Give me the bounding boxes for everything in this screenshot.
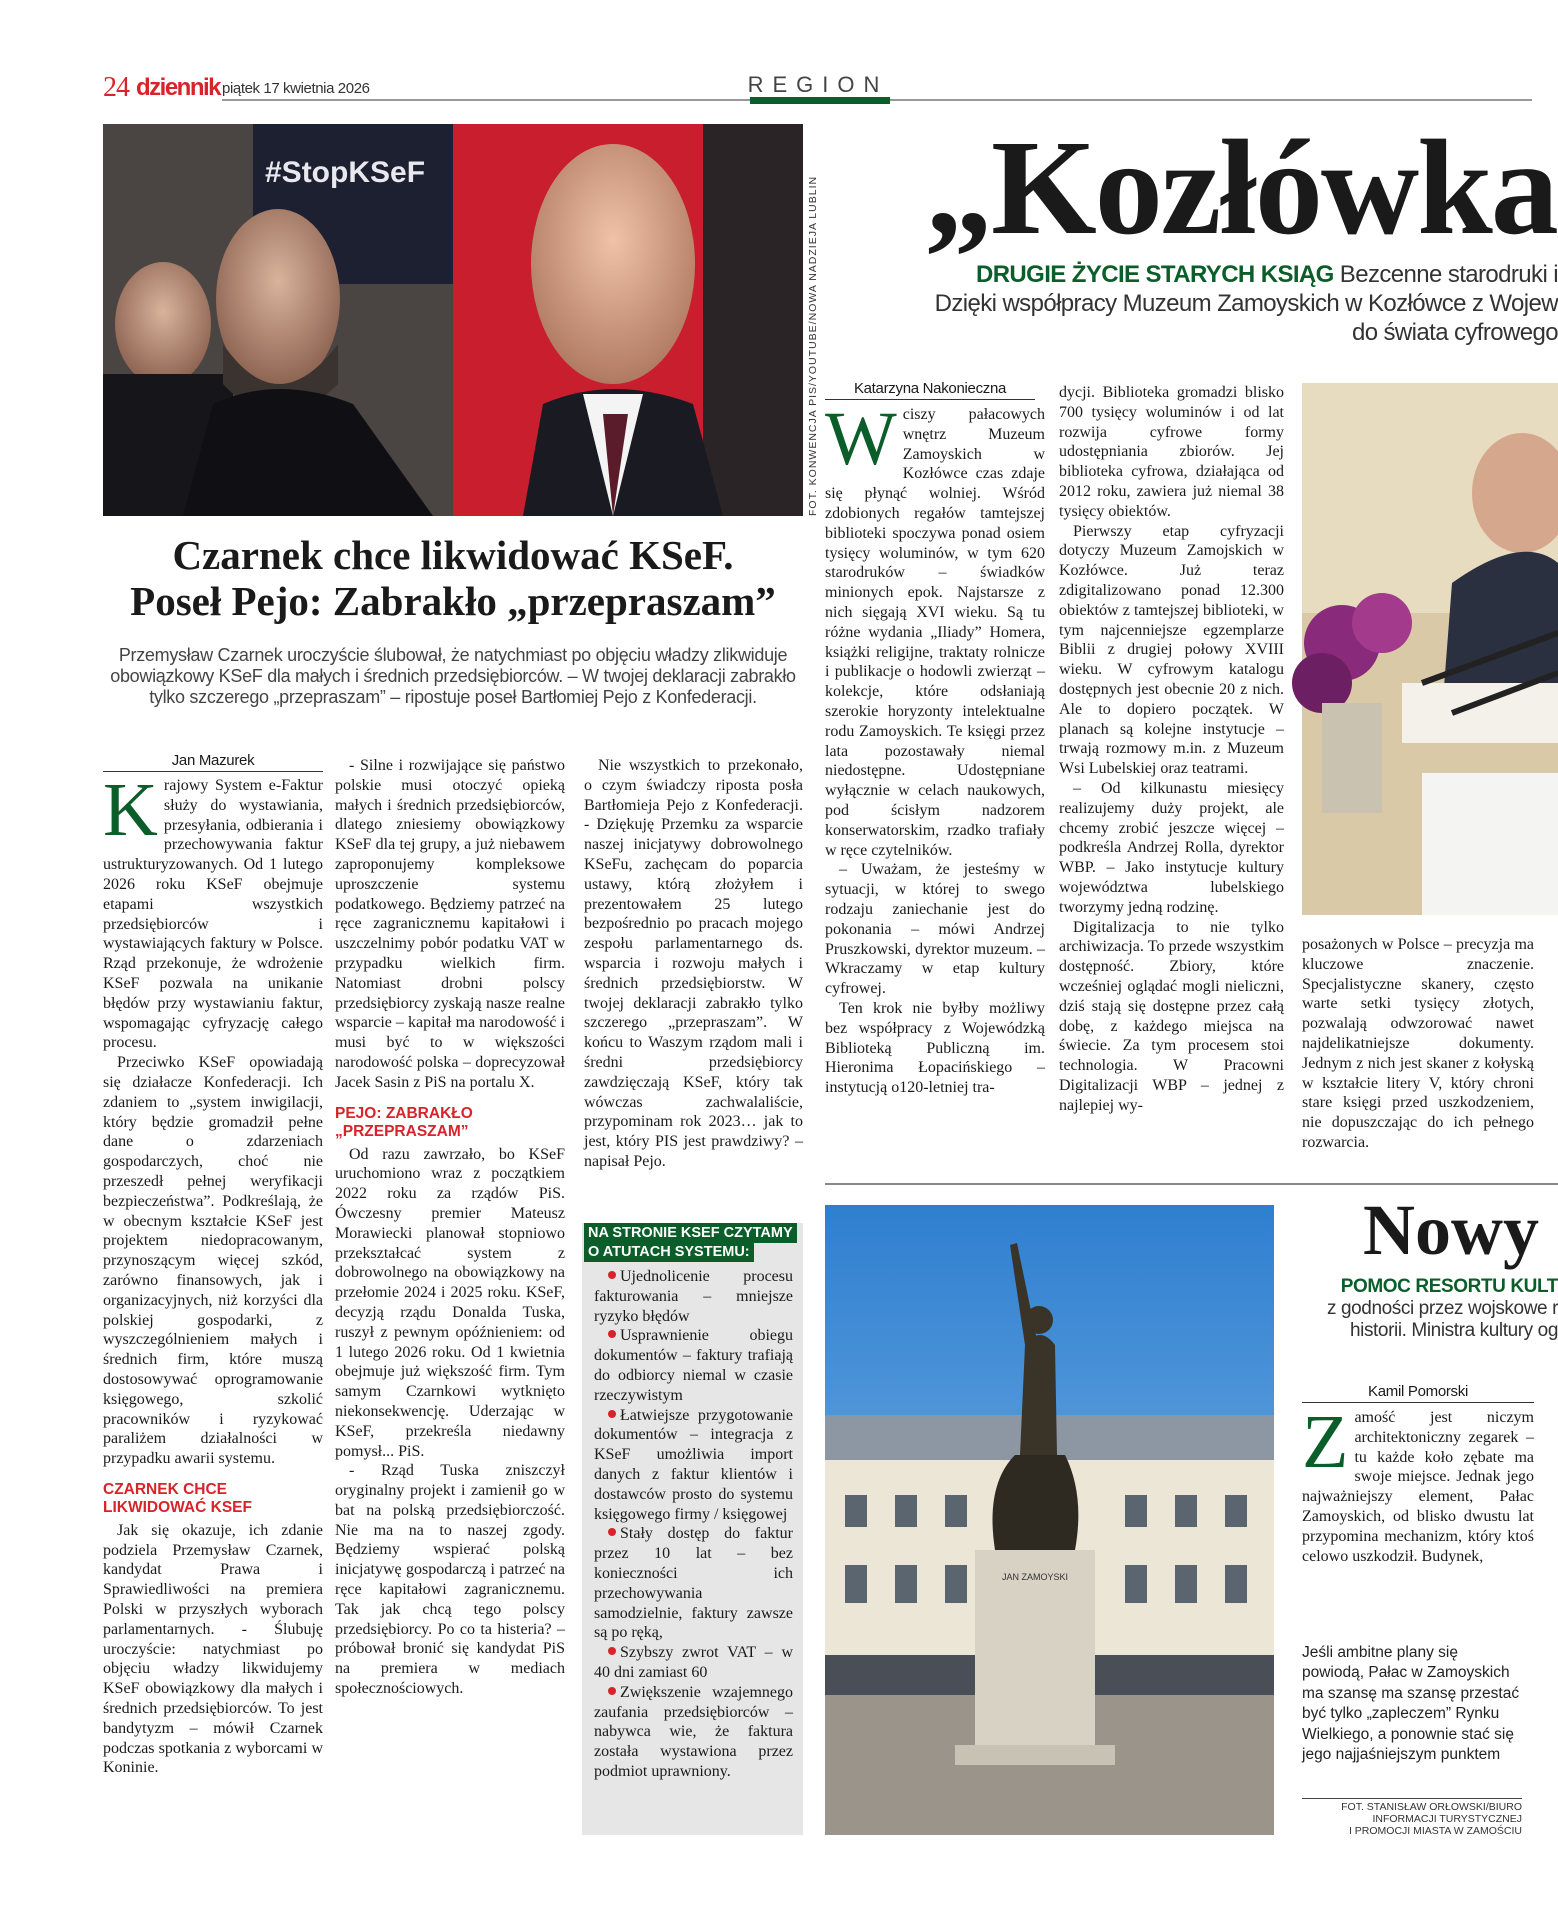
- paragraph: Krajowy System e-Faktur służy do wystawiania, przesyłania, odbierania i przechowywania faktur ustrukturyzowanych. Od 1 lutego 2026 roku KSeF obejmuje etapami wszystkich przedsiębiorców i wystawiających faktury w Polsce. Rząd przekonuje, że wdrożenie KSeF pozwala na unikanie błędów przy wystawianiu faktur, wspomagając cyfryzację całego procesu.: [103, 768, 323, 1052]
- subheading: PEJO: ZABRAKŁO „PRZEPRASZAM”: [335, 1104, 473, 1140]
- photo-credit-line: FOT. STANISŁAW ORŁOWSKI/BIURO: [1341, 1801, 1522, 1813]
- list-item: [594, 1267, 793, 1326]
- paragraph: Zamość jest niczym architektoniczny zegarek – tu każde koło zębate ma swoje miejsce. Jednak jego najważniejszy element, Pałac Zamoyskich, od blisko dwustu lat przypomina mechanizm, który ktoś celowo uszkodził. Budynek,: [1302, 1400, 1534, 1565]
- list-item: [594, 1683, 793, 1782]
- list-item: [594, 1643, 793, 1683]
- paragraph: Nie wszystkich to przekonało, o czym świadczy riposta posła Bartłomieja Pejo z Konfederacji. - Dziękuję Przemku za wsparcie naszej inicjatywy dobrowolnego KSeFu, zachęcam do poparcia ustawy, którą złożyłem i prezentowałem 25 lutego bezpośrednio po pracach mojego zespołu parlamentarnego ds. wsparcia i rozwoju małych i średnich przedsiębiorstw. W twojej deklaracji zabrakło tylko szczerego „przepraszam”. W końcu to Waszym rządom mali i średni przedsiębiorcy zawdzięczają KSeF, który tak wówczas zachwalaliście, przypominam rok 2023… jak to jest, który PIS jest prawdziwy? – napisał Pejo.: [584, 757, 803, 1170]
- section-accent-bar: [750, 97, 890, 104]
- byline-katarzyna-nakonieczna: Katarzyna Nakonieczna: [825, 380, 1035, 400]
- list-item: [594, 1406, 793, 1525]
- byline-jan-mazurek: Jan Mazurek: [103, 752, 323, 772]
- deck-text: Dzięki współpracy Muzeum Zamoyskich w Kozłówce z Wojew: [934, 290, 1558, 317]
- bullet-icon: [608, 1410, 616, 1418]
- bullet-icon: [608, 1271, 616, 1279]
- bullet-icon: [608, 1647, 616, 1655]
- photo-zamosc-image: [825, 1205, 1274, 1835]
- headline-line: Poseł Pejo: Zabrakło „przepraszam”: [130, 578, 776, 624]
- box-title: NA STRONIE KSEF CZYTAMY O ATUTACH SYSTEMU:: [584, 1223, 797, 1262]
- list-item-text: Łatwiejsze przygotowanie dokumentów – integracja z KSeF umożliwia import danych z faktur klientów i dostawców prosto do systemu księgowego firmy / księgowej: [594, 1406, 793, 1523]
- paragraph: - Silne i rozwijające się państwo polskie musi otoczyć opieką małych i średnich przedsiębiorców, dlatego zniesiemy obowiązkowy KSeF dla tej grupy, a już niebawem zaproponujemy kompleksowe uproszczenie systemu podatkowego. Będziemy patrzeć na ręce zagranicznemu kapitałowi i uszczelnimy pobór podatku VAT w przypadku wielkich firm. Natomiast drobni polscy przedsiębiorcy zyskają nasze realne wsparcie – kapitał ma narodowość i musi być to w większości narodowość polska – doprecyzował Jacek Sasin z PiS na portalu X.: [335, 757, 565, 1091]
- photo-credit-line: I PROMOCJI MIASTA W ZAMOŚCIU: [1348, 1825, 1522, 1837]
- byline-kamil-pomorski: Kamil Pomorski: [1302, 1383, 1534, 1403]
- subheading: CZARNEK CHCE LIKWIDOWAĆ KSEF: [103, 1480, 252, 1516]
- headline-kozlowka: „Kozłówka: [925, 113, 1557, 263]
- paragraph: Ten krok nie byłby możliwy bez współpracy z Wojewódzką Biblioteką Publiczną im. Hieronima Łopacińskiego – instytucją o120-letniej tra-: [825, 999, 1045, 1097]
- column-5: [1059, 383, 1284, 1173]
- deck-kozlowka: [935, 260, 1558, 347]
- column-3: [584, 756, 803, 1216]
- bullet-icon: [608, 1687, 616, 1695]
- photo-zamosc-statue: [825, 1205, 1274, 1835]
- ksef-benefits-box: [582, 1223, 803, 1835]
- photo-library-image: [1302, 383, 1558, 915]
- issue-date: piątek 17 kwietnia 2026: [222, 80, 370, 97]
- benefits-list: [582, 1267, 803, 1782]
- photo-politicians-image: [103, 124, 803, 516]
- paragraph: – Od kilkunastu miesięcy realizujemy duży projekt, ale chcemy zrobić jeszcze więcej – podkreśla Andrzej Rolla, dyrektor WBP. – Jako instytucje kultury województwa lubelskiego tworzymy jedną rodzinę.: [1059, 779, 1284, 916]
- column-zamosc: [1302, 1400, 1534, 1608]
- lead-ksef: Przemysław Czarnek uroczyście ślubował, że natychmiast po objęciu władzy zlikwiduje obowiązkowy KSeF dla małych i średnich przedsiębiorców. – W twojej deklaracji zabrakło tylko szczerego „przepraszam” – ripostuje poseł Bartłomiej Pejo z Konfederacji.: [110, 645, 796, 707]
- headline-ksef: [103, 532, 803, 624]
- paragraph: Digitalizacja to nie tylko archiwizacja. To przede wszystkim dostępność. Zbiory, które wcześniej oglądać mogli nieliczni, dziś stają się dostępne przez całą dobę, z każdego miejsca na świecie. Za tym procesem stoi technologia. W Pracowni Digitalizacji WBP – jednej z najlepiej wy-: [1059, 918, 1284, 1114]
- deck-text: do świata cyfrowego: [1351, 319, 1558, 346]
- paragraph: Pierwszy etap cyfryzacji dotyczy Muzeum Zamojskich w Kozłówce. Już teraz zdigitalizowano ponad 12.300 obiektów z tamtejszej biblioteki, w tym najcenniejsze egzemplarze Biblii z drugiej połowy XVIII wieku. W cyfrowym katalogu dostępnych jest obecnie 20 z nich. Ale to dopiero początek. W planach są kolejne instytucje – trwają rozmowy m.in. z Muzeum Wsi Lubelskiej oraz teatrami.: [1059, 522, 1284, 778]
- paragraph: posażonych w Polsce – precyzja ma kluczowe znaczenie. Specjalistyczne skanery, często warte setki tysięcy złotych, pozwalają odwzorować nawet najdelikatniejsze dokumenty. Jednym z nich jest skaner z kołyską w kształcie litery V, który chroni stare księgi przed uszkodzeniem, nie dopuszczając do ich pełnego rozwarcia.: [1302, 936, 1534, 1151]
- deck-text: historii. Ministra kultury og: [1349, 1320, 1558, 1341]
- photo-politicians: [103, 124, 803, 516]
- deck-text: z godności przez wojskowe r: [1326, 1298, 1558, 1319]
- column-1: [103, 768, 323, 1838]
- section-label: REGION: [747, 72, 889, 97]
- newspaper-logo: dziennik: [136, 74, 221, 101]
- paragraph: Jak się okazuje, ich zdanie podziela Przemysław Czarnek, kandydat Prawa i Sprawiedliwości na premiera Polski w przyszłych wyborach parlamentarnych. - Ślubuję uroczyście: natychmiast po objęciu władzy likwidujemy KSeF obowiązkowy dla małych i średnich przedsiębiorców. To jest bandytyzm – mówił Czarnek podczas spotkania z wyborcami w Koninie.: [103, 1521, 323, 1777]
- bullet-icon: [608, 1528, 616, 1536]
- page-number: 24: [103, 72, 129, 103]
- statue-plaque: JAN ZAMOYSKI: [1001, 1572, 1069, 1582]
- photo-credit-text: FOT. KONWENCJA PIS/YOUTUBE/NOWA NADZIEJA LUBLIN: [807, 175, 819, 516]
- bullet-icon: [608, 1330, 616, 1338]
- column-2: [335, 756, 565, 1838]
- headline-nowy: Nowy: [1363, 1190, 1539, 1270]
- list-item-text: Zwiększenie wzajemnego zaufania przedsiębiorców – nabywca wie, że faktura została wystawiona przez podmiot uprawniony.: [594, 1683, 793, 1780]
- stopksef-sign: #StopKSeF: [265, 156, 426, 189]
- paragraph: - Rząd Tuska zniszczył oryginalny projekt i zamienił go w bat na polską przedsiębiorczość. Nie ma na to naszej zgody. Będziemy wspierać polską inicjatywę gospodarczą i patrzeć na ręce kapitałowi zagranicznemu. Tak jak chcą tego polscy przedsiębiorcy. Po co ta histeria? – próbował bronić się kandydat PiS na premiera w mediach społecznościowych.: [335, 1462, 565, 1698]
- list-item-text: Ujednolicenie procesu fakturowania – mniejsze ryzyko błędów: [594, 1268, 793, 1325]
- list-item-text: Stały dostęp do faktur przez 10 lat – bez konieczności ich przechowywania samodzielnie, faktury zawsze są po ręką,: [594, 1525, 793, 1642]
- column-4: [825, 397, 1045, 1097]
- paragraph: – Uważam, że jesteśmy w sytuacji, w której to swego rodzaju zaniechanie jest do pokonania – mówi Andrzej Pruszkowski, dyrektor muzeum. – Wkraczamy w etap kultury cyfrowej.: [825, 861, 1045, 998]
- paragraph: Przeciwko KSeF opowiadają się działacze Konfederacji. Ich zdaniem to „system inwigilacji, który będzie gromadził pełne dane o zdarzeniach gospodarczych, choć nie przeszedł pełnej weryfikacji bezpieczeństwa”. Podkreślają, że w obecnym kształcie KSeF jest projektem niedopracowanym, przynoszącym więcej szkód, zarówno finansowych, jak i organizacyjnych, niż korzyści dla polskiej gospodarki, z wyszczególnieniem małych i średnich firm, które muszą dostosowywać oprogramowanie księgowego, szkolić pracowników i ryzykować paraliżem działalności w przypadku awarii systemu.: [103, 1054, 323, 1468]
- list-item: [594, 1326, 793, 1405]
- deck-kicker: POMOC RESORTU KULT: [1340, 1276, 1558, 1297]
- photo-credit-ksef: [805, 175, 821, 516]
- photo-caption: Jeśli ambitne plany się powiodą, Pałac w Zamoyskich ma szansę ma szansę przestać być tylko „zapleczem” Rynku Wielkiego, a ponownie stać się jego najjaśniejszym punktem: [1302, 1644, 1520, 1764]
- paragraph: Wciszy pałacowych wnętrz Muzeum Zamoyskich w Kozłówce czas zdaje się płynąć wolniej. Wśród zdobionych regałów tamtejszej biblioteki spoczywa ponad osiem tysięcy woluminów, w tym 620 starodruków – świadków minionych epok. Najstarsze z nich sięgają XVI wieku. Są tu różne wydania „Iliady” Homera, książki religijne, traktaty rolnicze i publikacje o hodowli zwierząt – kolekcje, które odsłaniają szerokie horyzonty intelektualne rodu Zamoyskich. Te księgi przez lata pozostawały niemal niedostępne. Udostępniane wyłącznie w celach naukowych, pod ścisłym nadzorem konserwatorskim, rzadko trafiały w ręce czytelników.: [825, 397, 1045, 859]
- photo-credit-zamosc: [1302, 1798, 1522, 1837]
- paragraph: dycji. Biblioteka gromadzi blisko 700 tysięcy woluminów i od lat rozwija cyfrowe formy udostępniania zbiorów. Jej biblioteka cyfrowa, działająca od 2012 roku, zawiera już niemal 38 tysięcy obiektów.: [1059, 384, 1284, 520]
- list-item: [594, 1524, 793, 1643]
- headline-line: Czarnek chce likwidować KSeF.: [172, 532, 734, 578]
- photo-library-conference: [1302, 383, 1558, 915]
- list-item-text: Szybszy zwrot VAT – w 40 dni zamiast 60: [594, 1644, 793, 1681]
- article-divider: [825, 1183, 1558, 1185]
- photo-credit-line: INFORMACJI TURYSTYCZNEJ: [1372, 1813, 1522, 1825]
- paragraph: Od razu zawrzało, bo KSeF uruchomiono wraz z początkiem 2022 roku za rządów PiS. Ówczesny premier Mateusz Morawiecki planował stopniowo przekształcać system z dobrowolnego na obowiązkowy na przełomie 2024 i 2025 roku. KSeF, decyzją rządu Donalda Tuska, ruszył z pewnym opóźnieniem: od 1 lutego 2026 roku. Od 1 kwietnia obejmuje już większość firm. Tym samym Czarnkowi wytknięto niekonsekwencję. Uderzając w KSeF, przekreśla niedawny pomysł... PiS.: [335, 1145, 565, 1460]
- column-6: [1302, 935, 1534, 1175]
- deck-text: Bezcenne starodruki i: [1333, 261, 1558, 288]
- list-item-text: Usprawnienie obiegu dokumentów – faktury trafiają do odbiorcy niemal w czasie rzeczywistym: [594, 1327, 793, 1404]
- deck-zamosc: [1327, 1276, 1558, 1342]
- deck-kicker: DRUGIE ŻYCIE STARYCH KSIĄG: [975, 261, 1334, 288]
